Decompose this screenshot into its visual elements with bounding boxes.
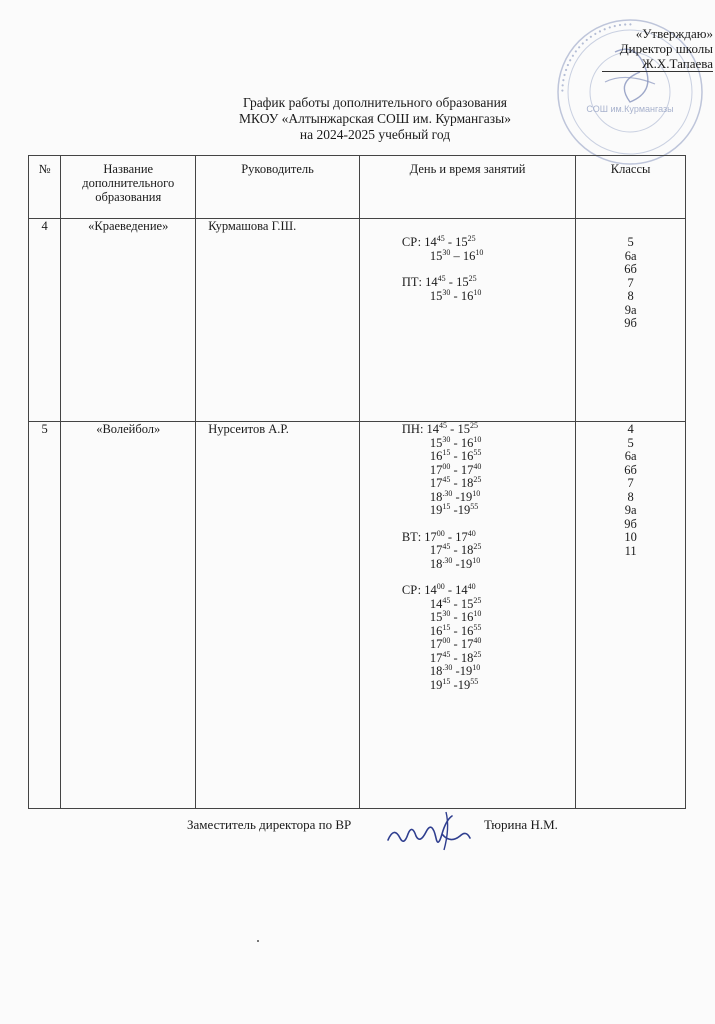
grade-item: 5 xyxy=(627,235,634,249)
time-h2: 19 xyxy=(457,677,471,692)
time-m2: 10 xyxy=(472,488,481,498)
time-m2: 10 xyxy=(473,287,482,297)
time-slot xyxy=(402,436,575,450)
time-sep: - xyxy=(453,677,458,692)
time-sep: - xyxy=(455,556,460,571)
time-m1: .30 xyxy=(442,555,453,565)
footer xyxy=(187,817,558,833)
time-h2: 16 xyxy=(462,248,476,263)
table-header-row xyxy=(29,156,686,219)
title-line-1: График работы дополнительного образования xyxy=(242,95,508,110)
header-number: № xyxy=(29,156,61,219)
time-m1: .30 xyxy=(442,663,453,672)
time-slot xyxy=(402,235,575,249)
table-row xyxy=(29,219,686,422)
director-title: Директор школы xyxy=(619,41,713,56)
time-m2: 10 xyxy=(473,609,482,618)
time-h2: 19 xyxy=(457,503,471,517)
grades-cell xyxy=(576,422,686,809)
activity-name: «Краеведение» xyxy=(61,219,196,422)
time-h1: 17 xyxy=(429,650,443,665)
grade-item: 11 xyxy=(624,543,637,558)
time-sep: - xyxy=(453,623,461,638)
time-m2: 25 xyxy=(467,234,476,243)
time-sep: - xyxy=(447,583,456,597)
row-number: 4 xyxy=(29,219,61,422)
time-sep: - xyxy=(453,637,461,651)
grade-item: 6а xyxy=(624,248,637,263)
time-h2: 15 xyxy=(457,422,470,436)
header-name: Название дополнительного образования xyxy=(61,156,196,219)
time-m2: 55 xyxy=(473,448,482,457)
time-h1: 17 xyxy=(424,529,437,544)
time-m2: 10 xyxy=(472,555,481,565)
time-h2: 17 xyxy=(460,637,474,651)
time-h2: 16 xyxy=(460,610,474,624)
day-label: ВТ: xyxy=(401,529,422,544)
time-slot xyxy=(402,610,575,624)
time-m1: 00 xyxy=(436,582,445,591)
time-slot xyxy=(402,289,575,303)
time-h2: 15 xyxy=(456,275,469,289)
time-sep: - xyxy=(450,422,458,436)
time-sep: - xyxy=(447,529,456,544)
time-sep: - xyxy=(455,664,460,678)
approve-label: «Утверждаю» xyxy=(635,26,713,41)
activity-name: «Волейбол» xyxy=(61,422,196,809)
time-h2: 19 xyxy=(459,489,473,504)
time-slot xyxy=(402,490,575,504)
time-sep: - xyxy=(453,435,461,450)
time-h2: 16 xyxy=(460,623,474,638)
grade-item: 10 xyxy=(624,530,637,544)
time-slot xyxy=(402,678,575,692)
time-h2: 14 xyxy=(455,583,468,597)
grade-item: 5 xyxy=(627,435,634,450)
day-label: СР: xyxy=(401,583,422,597)
time-h1: 14 xyxy=(424,235,437,249)
time-m2: 25 xyxy=(468,274,477,283)
time-h1: 15 xyxy=(429,248,443,263)
grade-item: 6б xyxy=(624,262,637,276)
time-sep: - xyxy=(453,449,461,463)
time-m2: 40 xyxy=(467,582,476,591)
grade-item: 7 xyxy=(627,476,634,490)
time-m2: 25 xyxy=(473,649,482,659)
time-h1: 14 xyxy=(425,275,438,289)
time-h1: 14 xyxy=(426,422,440,436)
signature xyxy=(380,808,480,853)
schedule-gap xyxy=(402,262,575,275)
time-h2: 15 xyxy=(460,596,474,611)
time-slot xyxy=(402,543,575,557)
time-slot xyxy=(402,476,575,490)
time-h2: 18 xyxy=(460,650,474,665)
time-h1: 15 xyxy=(429,435,443,450)
time-sep: - xyxy=(453,610,461,624)
time-sep: – xyxy=(453,248,463,263)
footer-name: Тюрина Н.М. xyxy=(484,817,558,832)
time-h2: 17 xyxy=(455,529,468,544)
time-slot xyxy=(402,530,575,544)
schedule-gap xyxy=(402,517,575,530)
title-line-3: на 2024-2025 учебный год xyxy=(299,127,451,142)
grade-item: 4 xyxy=(627,422,634,436)
time-m2: 55 xyxy=(470,502,479,511)
time-h1: 14 xyxy=(424,583,437,597)
grades-cell xyxy=(576,219,686,422)
header-leader: Руководитель xyxy=(196,156,360,219)
grade-item: 8 xyxy=(627,289,634,303)
time-m2: 55 xyxy=(473,622,482,632)
footer-position: Заместитель директора по ВР xyxy=(187,817,352,832)
time-m1: 30 xyxy=(442,287,451,297)
time-m1: 45 xyxy=(442,595,451,605)
time-h2: 19 xyxy=(459,664,473,678)
time-sep: - xyxy=(453,543,461,557)
time-h1: 18 xyxy=(429,489,443,504)
time-m1: 45 xyxy=(436,234,445,243)
time-slot xyxy=(402,583,575,597)
time-slot xyxy=(402,249,575,263)
time-h2: 16 xyxy=(460,435,474,450)
time-m1: 15 xyxy=(442,448,451,457)
time-sep: - xyxy=(455,489,460,504)
header-schedule: День и время занятий xyxy=(359,156,575,219)
time-h1: 18 xyxy=(429,664,443,678)
table-row xyxy=(29,422,686,809)
time-sep: - xyxy=(453,288,461,303)
schedule-gap xyxy=(402,570,575,583)
grade-item: 6б xyxy=(624,462,637,477)
time-slot xyxy=(402,624,575,638)
director-name: Ж.Х.Тапаева xyxy=(602,56,713,72)
time-m1: 30 xyxy=(442,247,451,257)
schedule-cell xyxy=(359,422,575,809)
time-m2: 40 xyxy=(473,636,482,645)
time-h2: 15 xyxy=(455,235,468,249)
time-h2: 17 xyxy=(460,462,474,477)
time-h1: 15 xyxy=(429,288,443,303)
time-sep: - xyxy=(453,596,461,611)
time-sep: - xyxy=(447,235,456,249)
time-h1: 14 xyxy=(429,596,443,611)
grade-item: 9б xyxy=(624,516,637,531)
time-m2: 25 xyxy=(473,595,482,605)
time-h1: 17 xyxy=(429,543,443,557)
time-h2: 16 xyxy=(460,449,474,463)
header-grades: Классы xyxy=(576,156,686,219)
time-slot xyxy=(402,275,575,289)
time-slot xyxy=(402,637,575,651)
time-m2: 10 xyxy=(473,434,482,444)
day-label: ПН: xyxy=(401,422,424,436)
time-m2: 40 xyxy=(473,461,482,471)
day-label: СР: xyxy=(401,235,422,249)
time-h1: 15 xyxy=(429,610,443,624)
time-m1: 45 xyxy=(437,274,446,283)
time-m1: 00 xyxy=(442,636,451,645)
time-h2: 19 xyxy=(459,556,473,571)
grade-item: 9а xyxy=(624,302,637,317)
time-slot xyxy=(402,651,575,665)
time-sep: - xyxy=(448,275,457,289)
time-slot xyxy=(402,597,575,611)
time-h1: 19 xyxy=(429,677,443,692)
schedule-cell xyxy=(359,219,575,422)
time-m2: 25 xyxy=(469,421,478,430)
schedule-table xyxy=(28,155,686,809)
time-m1: 15 xyxy=(442,622,451,632)
time-m2: 10 xyxy=(472,663,481,672)
time-m2: 55 xyxy=(470,676,479,686)
time-sep: - xyxy=(453,650,461,665)
time-h1: 17 xyxy=(429,462,443,477)
grade-item: 9а xyxy=(624,503,637,517)
time-m1: 15 xyxy=(442,502,451,511)
time-sep: - xyxy=(453,476,461,490)
time-m2: 10 xyxy=(475,247,484,257)
time-slot xyxy=(402,422,575,436)
approval-block xyxy=(602,26,713,72)
grade-item: 7 xyxy=(627,275,634,290)
time-slot xyxy=(402,557,575,571)
time-h2: 16 xyxy=(460,288,474,303)
time-h2: 18 xyxy=(460,543,474,557)
time-slot xyxy=(402,664,575,678)
time-m1: 45 xyxy=(439,421,448,430)
time-m1: 45 xyxy=(442,475,451,484)
activity-leader: Курмашова Г.Ш. xyxy=(196,219,360,422)
title-line-2: МКОУ «Алтынжарская СОШ им. Курмангазы» xyxy=(239,111,511,126)
time-m1: .30 xyxy=(442,488,453,498)
time-m1: 45 xyxy=(442,649,451,659)
grade-item: 9б xyxy=(624,316,637,330)
time-h1: 18 xyxy=(429,556,443,571)
activity-leader: Нурсеитов А.Р. xyxy=(196,422,360,809)
time-m1: 45 xyxy=(442,542,451,551)
time-h1: 19 xyxy=(429,503,443,517)
time-slot xyxy=(402,503,575,517)
time-m1: 00 xyxy=(436,528,445,538)
grade-item: 8 xyxy=(627,489,634,504)
row-number: 5 xyxy=(29,422,61,809)
day-label: ПТ: xyxy=(401,275,423,289)
time-m1: 30 xyxy=(442,434,451,444)
page-dot xyxy=(257,940,259,942)
time-h1: 16 xyxy=(429,449,443,463)
time-sep: - xyxy=(453,462,461,477)
seal-text: СОШ им.Курмангазы xyxy=(586,104,674,114)
time-m1: 15 xyxy=(442,676,451,686)
time-m2: 25 xyxy=(473,475,482,484)
svg-text:• • • • • • • • • • • • • • •: • • • • • • • • • • • • • • • • • • • • • xyxy=(557,19,632,93)
time-h1: 16 xyxy=(429,623,443,638)
time-m2: 25 xyxy=(473,542,482,551)
document-title xyxy=(215,95,535,143)
grade-item: 6а xyxy=(624,449,637,463)
time-slot xyxy=(402,449,575,463)
time-m1: 30 xyxy=(442,609,451,618)
time-sep: - xyxy=(453,503,458,517)
time-m1: 00 xyxy=(442,461,451,471)
time-slot xyxy=(402,463,575,477)
time-h1: 17 xyxy=(429,637,443,651)
time-m2: 40 xyxy=(467,528,476,538)
time-h2: 18 xyxy=(460,476,474,490)
time-h1: 17 xyxy=(429,476,443,490)
